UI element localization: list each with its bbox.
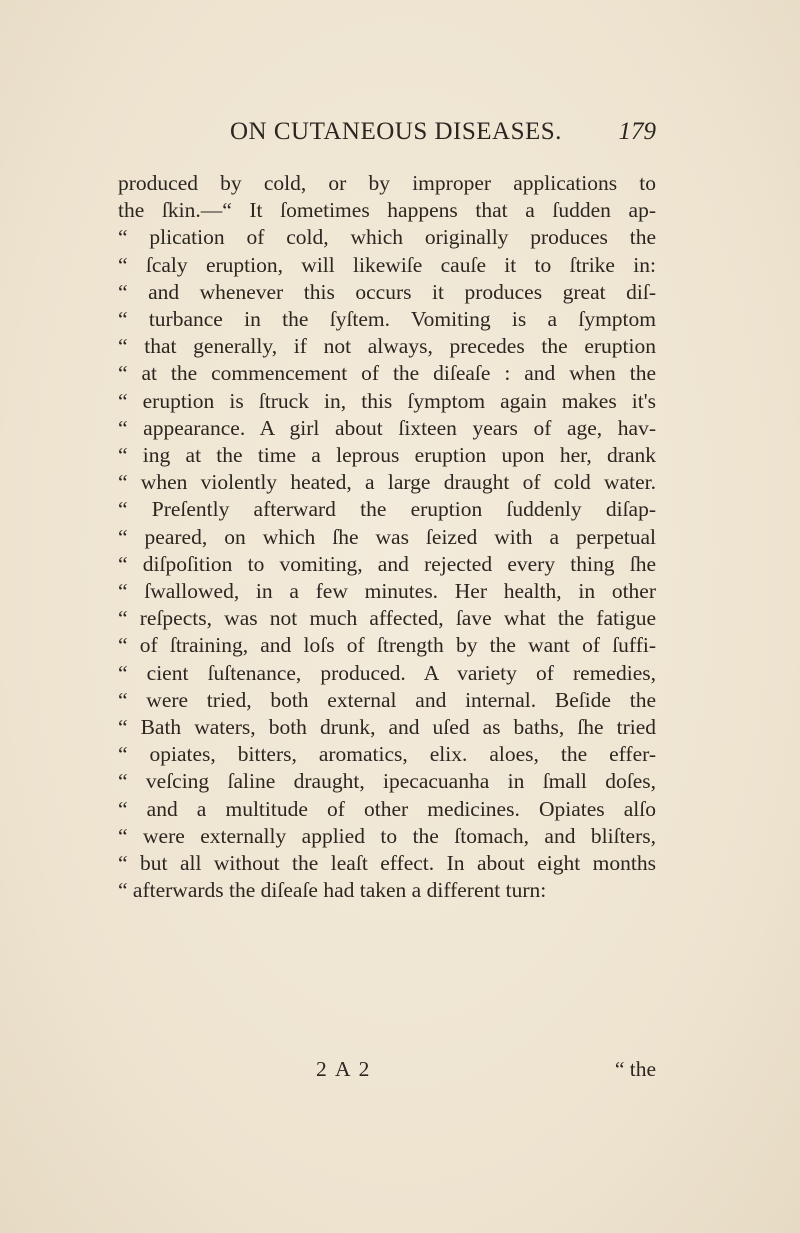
text-line: “ but all without the leaſt effect. In about eight months <box>118 851 656 876</box>
text-line: the ſkin.—“ It ſometimes happens that a ſudden ap- <box>118 198 656 223</box>
text-line: “ opiates, bitters, aromatics, elix. aloes, the effer- <box>118 742 656 767</box>
text-line: “ Bath waters, both drunk, and uſed as baths, ſhe tried <box>118 715 656 740</box>
text-line: “ afterwards the diſeaſe had taken a different turn: <box>118 878 547 903</box>
page-number: 179 <box>618 118 656 145</box>
text-line: “ ing at the time a leprous eruption upon her, drank <box>118 443 656 468</box>
text-line: “ reſpects, was not much affected, ſave what the fatigue <box>118 606 656 631</box>
text-line: “ ſcaly eruption, will likewiſe cauſe it to ſtrike in: <box>118 252 656 277</box>
text-line: “ veſcing ſaline draught, ipecacuanha in ſmall doſes, <box>118 769 656 794</box>
text-line: “ plication of cold, which originally produces the <box>118 225 656 250</box>
text-line: “ diſpoſition to vomiting, and rejected every thing ſhe <box>118 551 656 576</box>
text-line: “ eruption is ſtruck in, this ſymptom again makes it's <box>118 388 656 413</box>
page-footer <box>118 1057 656 1087</box>
text-line: “ and whenever this occurs it produces great diſ- <box>118 279 656 304</box>
text-line: “ when violently heated, a large draught of cold water. <box>118 470 656 495</box>
catchword: “ the <box>614 1057 656 1081</box>
text-line: “ were externally applied to the ſtomach, and bliſters, <box>118 823 656 848</box>
text-line: “ ſwallowed, in a few minutes. Her health, in other <box>118 579 656 604</box>
text-line: “ were tried, both external and internal. Beſide the <box>118 687 656 712</box>
text-line: “ turbance in the ſyſtem. Vomiting is a ſymptom <box>118 307 656 332</box>
signature-mark: 2 A 2 <box>316 1057 372 1081</box>
text-line: “ Preſently afterward the eruption ſuddenly diſap- <box>118 497 656 522</box>
body-text <box>118 170 656 904</box>
text-line: “ peared, on which ſhe was ſeized with a perpetual <box>118 524 656 549</box>
text-line: “ at the commencement of the diſeaſe : and when the <box>118 361 656 386</box>
text-line: “ cient ſuſtenance, produced. A variety of remedies, <box>118 660 656 685</box>
page-header <box>118 118 656 158</box>
text-line: “ and a multitude of other medicines. Opiates alſo <box>118 796 656 821</box>
text-line: “ of ſtraining, and loſs of ſtrength by the want of ſuffi- <box>118 633 656 658</box>
running-head: ON CUTANEOUS DISEASES. <box>230 118 562 145</box>
text-line: produced by cold, or by improper applications to <box>118 171 656 195</box>
text-line: “ appearance. A girl about ſixteen years of age, hav- <box>118 415 656 440</box>
text-line: “ that generally, if not always, precedes the eruption <box>118 334 656 359</box>
